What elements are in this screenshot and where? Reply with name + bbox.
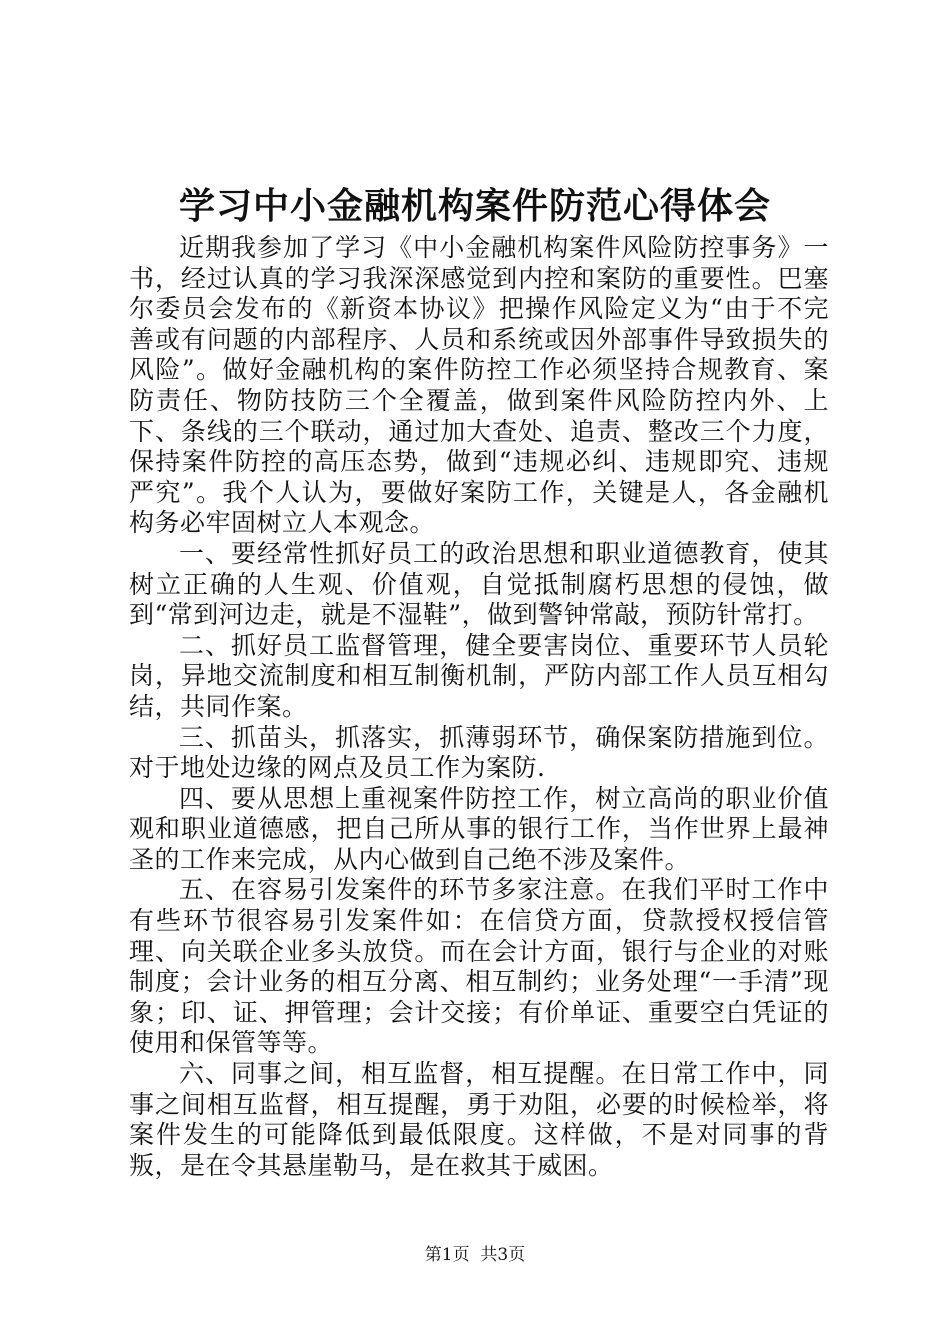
document-body	[129, 233, 829, 1181]
document-title: 学习中小金融机构案件防范心得体会	[178, 186, 771, 227]
page-total: 共3页	[480, 1245, 526, 1265]
paragraph-point-6: 六、同事之间，相互监督，相互提醒。在日常工作中，同事之间相互监督，相互提醒，勇于劝阻，必要的时候检举，将案件发生的可能降低到最低限度。这样做，不是对同事的背叛，是在令其悬崖勒马，是在救其于威困。	[129, 1059, 829, 1180]
paragraph-point-5: 五、在容易引发案件的环节多家注意。在我们平时工作中有些环节很容易引发案件如：在信贷方面，贷款授权授信管理、向关联企业多头放贷。而在会计方面，银行与企业的对账制度；会计业务的相互分离、相互制约；业务处理“一手清”现象；印、证、押管理；会计交接；有价单证、重要空白凭证的使用和保管等等。	[129, 875, 829, 1058]
paragraph-point-2: 二、抓好员工监督管理，健全要害岗位、重要环节人员轮岗，异地交流制度和相互制衡机制，严防内部工作人员互相勾结，共同作案。	[129, 630, 829, 721]
paragraph-point-4: 四、要从思想上重视案件防控工作，树立高尚的职业价值观和职业道德感，把自己所从事的银行工作，当作世界上最神圣的工作来完成，从内心做到自己绝不涉及案件。	[129, 783, 829, 874]
paragraph-point-1: 一、要经常性抓好员工的政治思想和职业道德教育，使其树立正确的人生观、价值观，自觉抵制腐朽思想的侵蚀，做到“常到河边走，就是不湿鞋”，做到警钟常敲，预防针常打。	[129, 538, 829, 630]
paragraph-intro: 近期我参加了学习《中小金融机构案件风险防控事务》一书，经过认真的学习我深深感觉到内控和案防的重要性。巴塞尔委员会发布的《新资本协议》把操作风险定义为“由于不完善或有问题的内部程序、人员和系统或因外部事件导致损失的风险”。做好金融机构的案件防控工作必须坚持合规教育、案防责任、物防技防三个全覆盖，做到案件风险防控内外、上下、条线的三个联动，通过加大查处、追责、整改三个力度，保持案件防控的高压态势，做到“违规必纠、违规即究、违规严究”。我个人认为，要做好案防工作，关键是人，各金融机构务必牢固树立人本观念。	[129, 233, 829, 538]
page-number: 第1页	[424, 1245, 470, 1265]
paragraph-point-3: 三、抓苗头，抓落实，抓薄弱环节，确保案防措施到位。对于地处边缘的网点及员工作为案防.	[129, 722, 829, 783]
footer-separator	[470, 1245, 481, 1265]
page-footer	[0, 1243, 950, 1267]
